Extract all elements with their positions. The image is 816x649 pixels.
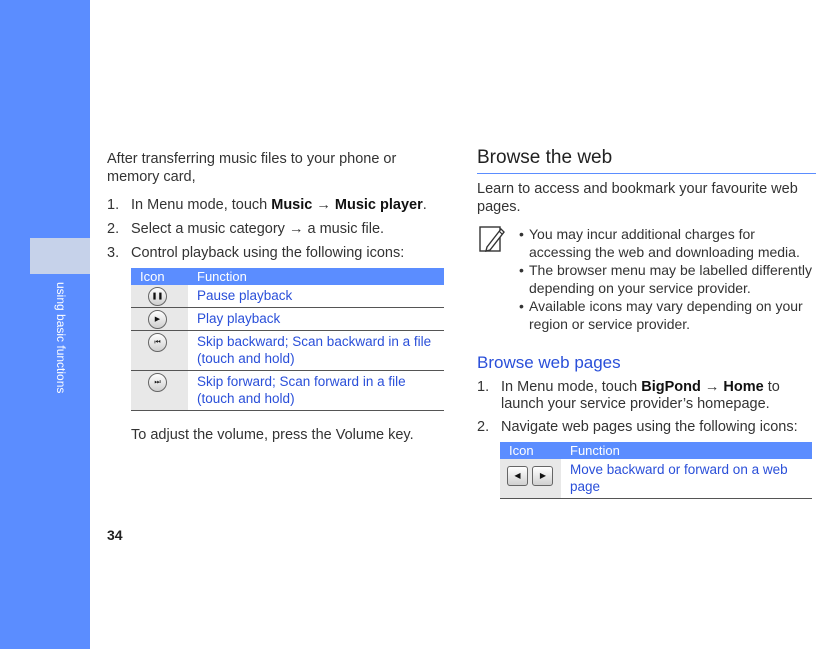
table-header xyxy=(131,268,444,285)
left-column xyxy=(107,150,447,444)
note-pencil-icon xyxy=(479,226,505,259)
play-icon: ▶ xyxy=(148,310,167,329)
arrow: → xyxy=(700,379,724,395)
browse-steps xyxy=(477,379,816,436)
step-number: 1. xyxy=(477,379,490,395)
table-row xyxy=(131,285,444,308)
page-number: 34 xyxy=(107,527,123,543)
table-row xyxy=(131,308,444,331)
step-text: In Menu mode, touch xyxy=(131,197,272,213)
note-list xyxy=(507,225,816,333)
step-2 xyxy=(477,419,816,436)
note-item xyxy=(507,225,816,261)
bullet: • xyxy=(519,226,524,242)
step-2 xyxy=(107,221,447,238)
skip-backward-icon: ⏮ xyxy=(148,333,167,352)
subheading: Browse web pages xyxy=(477,353,621,372)
step-number: 1. xyxy=(107,197,120,213)
function-text: Move backward or forward on a web page xyxy=(561,459,812,499)
function-text: Pause playback xyxy=(188,285,444,308)
sidebar-tab xyxy=(30,238,90,274)
step-number: 3. xyxy=(107,245,120,261)
note-text: The browser menu may be labelled differently depending on your service provider. xyxy=(529,262,813,296)
browse-table-wrap xyxy=(500,442,812,499)
note-box xyxy=(477,225,816,333)
note-text: Available icons may vary depending on your region or service provider. xyxy=(529,298,803,332)
menu-bigpond: BigPond xyxy=(641,379,701,395)
note-item xyxy=(507,297,816,333)
browse-icons-table xyxy=(500,442,812,499)
section-intro: Learn to access and bookmark your favourite web pages. xyxy=(477,181,798,215)
table-row xyxy=(131,371,444,411)
menu-home: Home xyxy=(723,379,764,395)
arrow: → xyxy=(312,197,335,213)
forward-icon: ▶ xyxy=(532,466,553,486)
skip-forward-icon: ⏭ xyxy=(148,373,167,392)
bullet: • xyxy=(519,262,524,278)
step-text: Control playback using the following icons: xyxy=(131,245,405,261)
step-1 xyxy=(107,197,447,214)
step-text-end: to launch your service provider’s homepage. xyxy=(501,379,780,412)
volume-note: To adjust the volume, press the Volume key. xyxy=(131,427,414,443)
step-text: Select a music category → a music file. xyxy=(131,221,385,237)
section-label: using basic functions xyxy=(54,282,68,394)
playback-table-wrap xyxy=(131,268,444,411)
pause-icon: ❚❚ xyxy=(148,287,167,306)
header-function: Function xyxy=(188,268,444,285)
table-row xyxy=(131,331,444,371)
note-item xyxy=(507,261,816,297)
step-1 xyxy=(477,379,816,413)
nav-buttons xyxy=(507,466,561,486)
note-text: You may incur additional charges for accessing the web and downloading media. xyxy=(529,226,800,260)
back-icon: ◀ xyxy=(507,466,528,486)
function-text: Skip forward; Scan forward in a file (touch and hold) xyxy=(188,371,444,411)
step-text: In Menu mode, touch xyxy=(501,379,642,395)
step-3 xyxy=(107,245,447,262)
table-header xyxy=(500,442,812,459)
step-text: Navigate web pages using the following icons: xyxy=(501,419,798,435)
table-row xyxy=(500,459,812,499)
section-heading: Browse the web xyxy=(477,147,613,168)
menu-music: Music xyxy=(271,197,313,213)
step-text-end: . xyxy=(422,197,427,213)
header-icon: Icon xyxy=(500,442,561,459)
function-text: Play playback xyxy=(188,308,444,331)
step-number: 2. xyxy=(477,419,490,435)
intro-text: After transferring music files to your phone or memory card, xyxy=(107,151,397,185)
sidebar xyxy=(0,0,90,649)
playback-icons-table xyxy=(131,268,444,411)
bullet: • xyxy=(519,298,524,314)
header-function: Function xyxy=(561,442,812,459)
right-column xyxy=(477,146,816,499)
function-text: Skip backward; Scan backward in a file (touch and hold) xyxy=(188,331,444,371)
music-steps xyxy=(107,197,447,262)
heading-rule xyxy=(477,146,816,174)
header-icon: Icon xyxy=(131,268,188,285)
step-number: 2. xyxy=(107,221,120,237)
menu-music-player: Music player xyxy=(334,197,423,213)
